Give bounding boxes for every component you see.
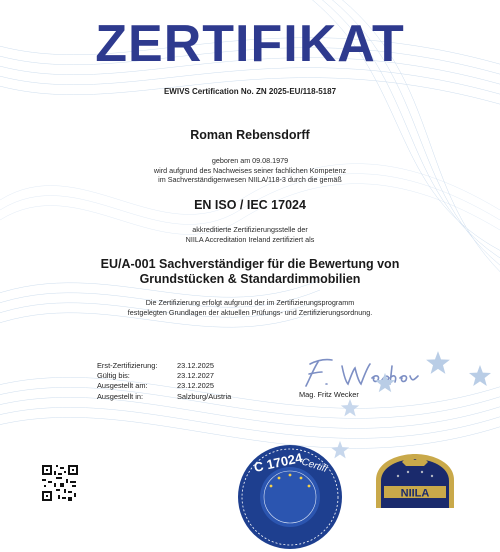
accreditation-text (0, 225, 500, 244)
detail-value: 23.12.2027 (177, 371, 214, 381)
star-icon (468, 364, 492, 388)
scheme-line: EU/A-001 Sachverständiger für die Bewertung von (100, 257, 400, 271)
intro-line: geboren am 09.08.1979 (211, 156, 289, 165)
detail-row (97, 381, 257, 391)
detail-row (97, 361, 257, 371)
basis-line: festgelegten Grundlagen der aktuellen Prüfungs- und Zertifizierungsordnung. (127, 307, 373, 317)
accreditation-line: akkreditierte Zertifizierungsstelle der (192, 225, 308, 234)
seal-text (235, 442, 345, 502)
detail-value: 23.12.2025 (177, 361, 214, 370)
intro-line: wird aufgrund des Nachweises seiner fachlichen Kompetenz (153, 165, 347, 175)
intro-text (0, 156, 500, 185)
standard-title: EN ISO / IEC 17024 (194, 198, 306, 212)
scheme-line: Grundstücken & Standardimmobilien (139, 272, 361, 286)
holder-name: Roman Rebensdorff (190, 128, 310, 142)
niila-text: NIILA (400, 487, 430, 500)
seal-text-top: C 17024 (252, 450, 304, 475)
certification-number: EWIVS Certification No. ZN 2025-EU/118-5187 (163, 87, 337, 96)
star-icon (340, 398, 360, 418)
accreditation-line: NIILA Accreditation Ireland zertifiziert als (185, 234, 315, 244)
star-icon (425, 350, 451, 376)
niila-logo-text (368, 450, 463, 510)
qr-code-icon[interactable] (40, 463, 80, 503)
certificate-title: ZERTIFIKAT (95, 15, 405, 73)
detail-label: Erst-Zertifizierung: (97, 361, 158, 370)
signature (300, 356, 420, 390)
basis-line: Die Zertifizierung erfolgt aufgrund der im Zertifizierungsprogramm (145, 298, 355, 307)
seal-text-side: Certifi (300, 456, 329, 475)
detail-label: Ausgestellt am: (97, 381, 148, 391)
signer-name: Mag. Fritz Wecker (299, 390, 359, 399)
intro-line: im Sachverständigenwesen NIILA/118-3 durch die gemäß (158, 175, 342, 185)
detail-row (97, 392, 257, 402)
star-icon (374, 372, 396, 394)
detail-value: 23.12.2025 (177, 381, 214, 391)
detail-label: Gültig bis: (97, 371, 130, 381)
detail-value: Salzburg/Austria (177, 391, 232, 401)
detail-label: Ausgestellt in: (97, 391, 144, 401)
certification-scheme (0, 257, 500, 287)
certification-basis-text (0, 298, 500, 317)
certificate-details (97, 361, 257, 402)
detail-row (97, 371, 257, 381)
